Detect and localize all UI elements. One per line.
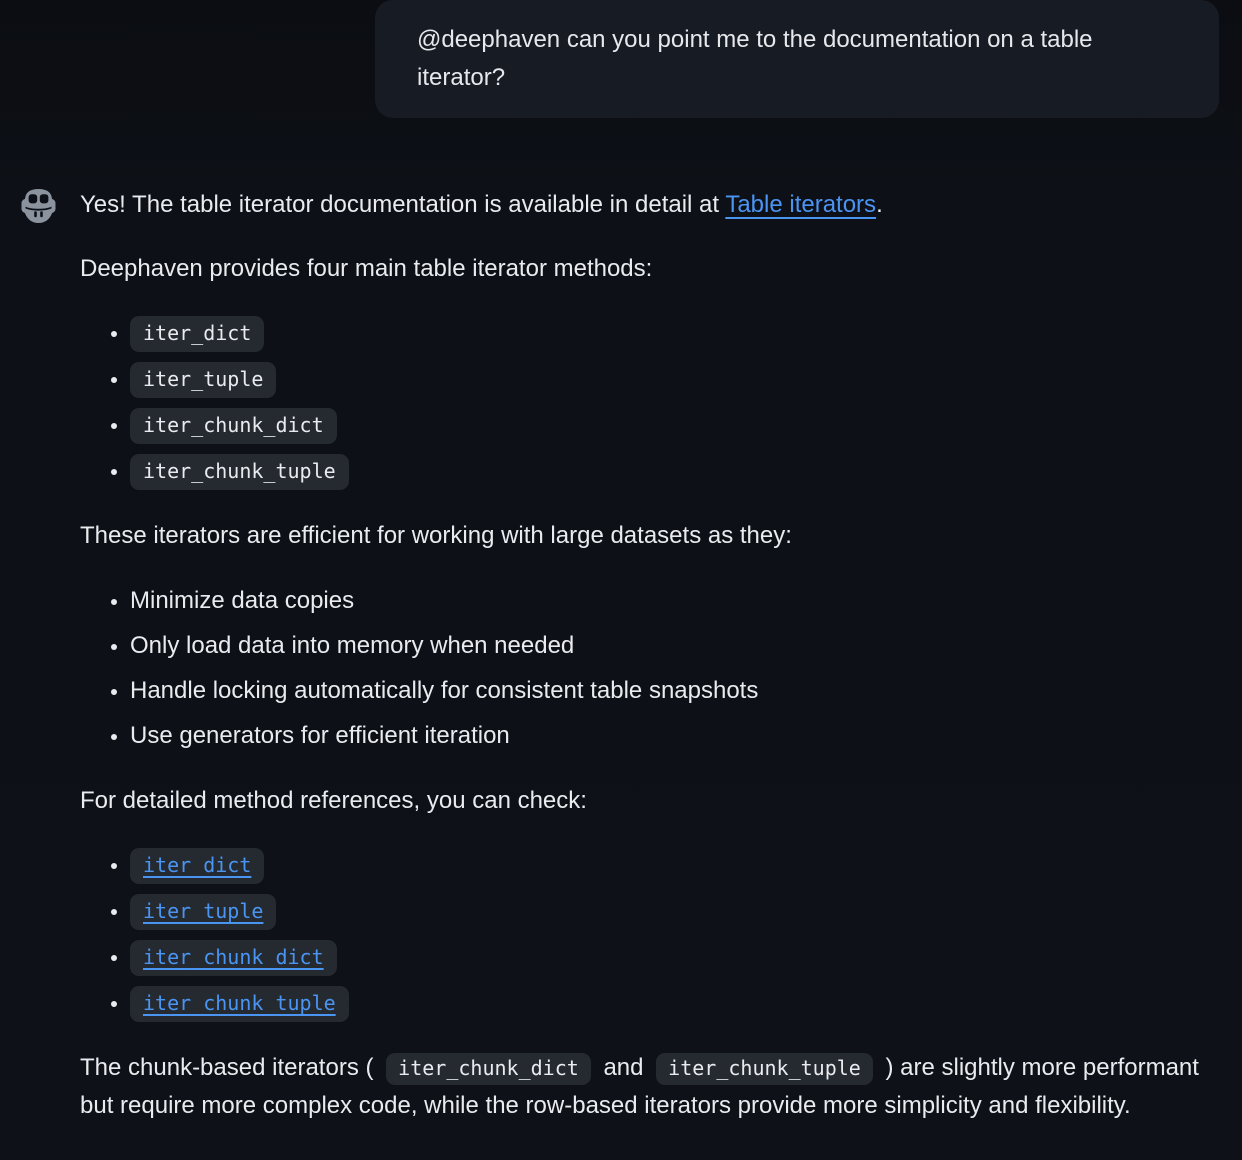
- references-list: [80, 847, 1210, 1022]
- list-item: • Minimize data copies: [130, 582, 1210, 620]
- list-item: • Use generators for efficient iteration: [130, 717, 1210, 755]
- list-item: [130, 453, 1210, 490]
- user-message-row: [0, 0, 1242, 118]
- code-chip: iter_tuple: [130, 362, 276, 398]
- methods-list: [80, 315, 1210, 490]
- intro-paragraph: [80, 186, 1210, 224]
- method-doc-link[interactable]: iter_chunk_dict: [130, 940, 337, 976]
- list-item: • Handle locking automatically for consistent table snapshots: [130, 672, 1210, 710]
- method-doc-link[interactable]: iter_chunk_tuple: [130, 986, 349, 1022]
- intro-prefix: Yes! The table iterator documentation is available in detail at: [80, 191, 726, 218]
- intro-suffix: .: [876, 191, 883, 218]
- closing-part3: ) are slightly more performant but require more complex code, while the row-based iterators provide more simplicity and flexibility.: [80, 1054, 1199, 1119]
- closing-part2: and: [603, 1054, 644, 1081]
- list-item: [130, 985, 1210, 1022]
- closing-paragraph: [80, 1049, 1210, 1125]
- user-message-text: @deephaven can you point me to the documentation on a table iterator?: [417, 26, 1093, 91]
- assistant-message-body: [80, 186, 1210, 1151]
- efficiency-intro: These iterators are efficient for working with large datasets as they:: [80, 522, 792, 549]
- references-intro: For detailed method references, you can check:: [80, 787, 587, 814]
- list-item: [130, 939, 1210, 976]
- list-item: [130, 847, 1210, 884]
- list-item: [130, 315, 1210, 352]
- list-item: [130, 893, 1210, 930]
- robot-icon: [20, 188, 57, 224]
- code-chip: iter_dict: [130, 316, 264, 352]
- efficiency-list: [80, 582, 1210, 755]
- code-chip: iter_chunk_tuple: [130, 454, 349, 490]
- list-item: [130, 407, 1210, 444]
- user-message-bubble: [375, 0, 1219, 118]
- list-item: • Only load data into memory when needed: [130, 627, 1210, 665]
- assistant-message-row: [0, 186, 1242, 1151]
- methods-intro: Deephaven provides four main table iterator methods:: [80, 255, 653, 282]
- table-iterators-link[interactable]: Table iterators: [725, 191, 877, 218]
- method-doc-link[interactable]: iter_tuple: [130, 894, 276, 930]
- code-chip: iter_chunk_dict: [386, 1053, 591, 1085]
- code-chip: iter_chunk_dict: [130, 408, 337, 444]
- closing-part1: The chunk-based iterators (: [80, 1054, 374, 1081]
- method-doc-link[interactable]: iter_dict: [130, 848, 264, 884]
- code-chip: iter_chunk_tuple: [656, 1053, 873, 1085]
- list-item: [130, 361, 1210, 398]
